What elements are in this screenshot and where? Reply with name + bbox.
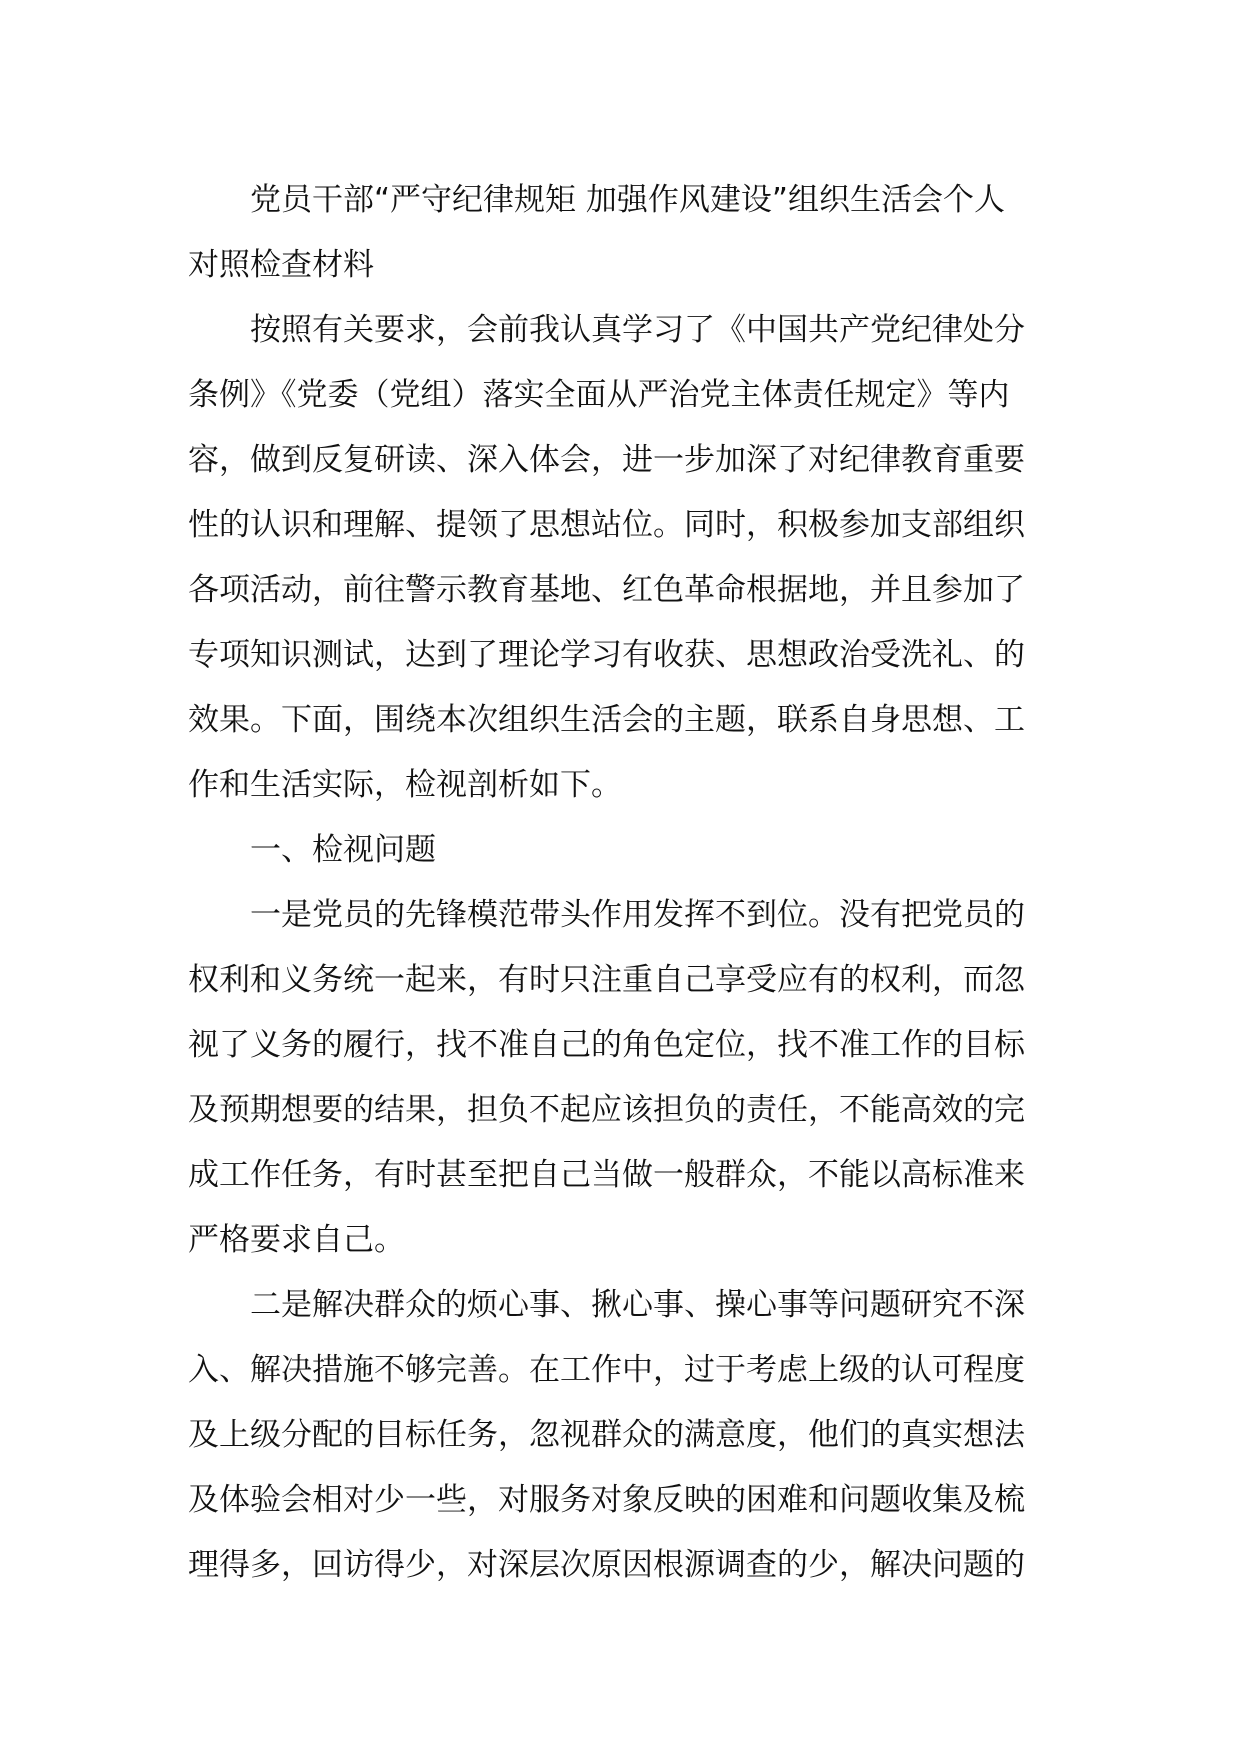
text-line: 入、解决措施不够完善。在工作中，过于考虑上级的认可程度 [188,1352,1025,1388]
text-line: 理得多，回访得少，对深层次原因根源调查的少，解决问题的 [188,1547,1025,1583]
section-heading [188,818,1058,883]
text-line: 成工作任务，有时甚至把自己当做一般群众，不能以高标准来 [188,1157,1025,1193]
text-line: 专项知识测试，达到了理论学习有收获、思想政治受洗礼、的 [188,637,1025,673]
text-line: 及预期想要的结果，担负不起应该担负的责任，不能高效的完 [188,1092,1025,1128]
text-line: 严格要求自己。 [188,1222,405,1258]
text-line: 一是党员的先锋模范带头作用发挥不到位。没有把党员的 [250,897,1025,933]
text-line: 各项活动，前往警示教育基地、红色革命根据地，并且参加了 [188,572,1025,608]
text-line: 视了义务的履行，找不准自己的角色定位，找不准工作的目标 [188,1027,1025,1063]
section-heading-text: 一、检视问题 [250,832,436,868]
text-line: 及上级分配的目标任务，忽视群众的满意度，他们的真实想法 [188,1417,1025,1453]
text-line: 按照有关要求，会前我认真学习了《中国共产党纪律处分 [250,312,1025,348]
text-line: 性的认识和理解、提领了思想站位。同时，积极参加支部组织 [188,507,1025,543]
text-line: 容，做到反复研读、深入体会，进一步加深了对纪律教育重要 [188,442,1025,478]
title-line: 党员干部“严守纪律规矩 加强作风建设”组织生活会个人 [250,182,1005,218]
problem-1-paragraph [188,883,1058,1273]
text-line: 条例》《党委（党组）落实全面从严治党主体责任规定》等内 [188,377,1010,413]
text-line: 权利和义务统一起来，有时只注重自己享受应有的权利，而忽 [188,962,1025,998]
text-line: 二是解决群众的烦心事、揪心事、操心事等问题研究不深 [250,1287,1025,1323]
text-line: 作和生活实际，检视剖析如下。 [188,767,622,803]
text-line: 效果。下面，围绕本次组织生活会的主题，联系自身思想、工 [188,702,1025,738]
document-title [188,168,1058,298]
problem-2-paragraph [188,1273,1058,1598]
intro-paragraph [188,298,1058,818]
text-line: 及体验会相对少一些，对服务对象反映的困难和问题收集及梳 [188,1482,1025,1518]
title-line: 对照检查材料 [188,247,374,283]
document-body [188,168,1058,1598]
